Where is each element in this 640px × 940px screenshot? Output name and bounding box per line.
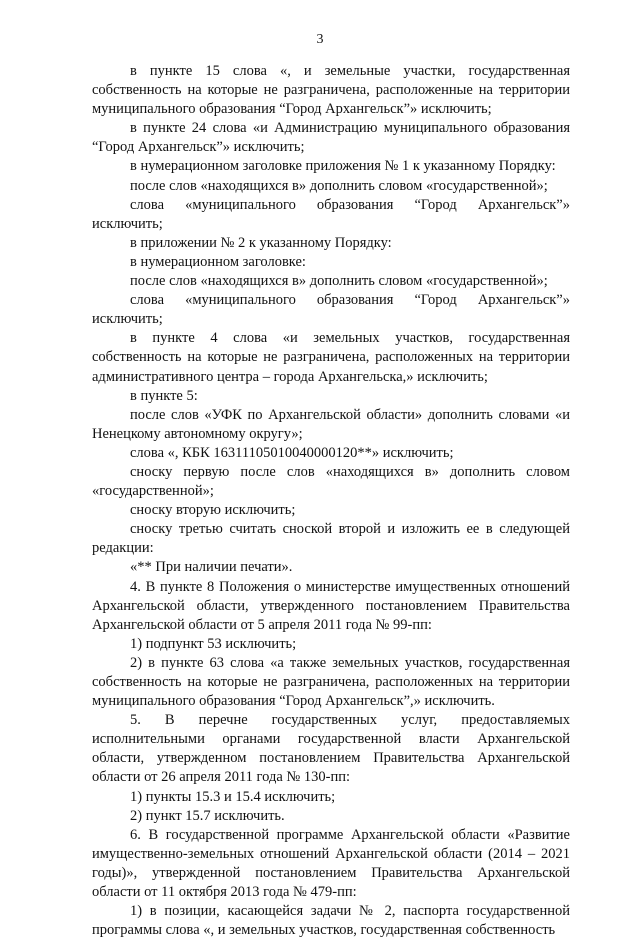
paragraph-14: сноску первую после слов «находящихся в» дополнить словом «государственной»; xyxy=(92,463,570,500)
paragraph-1: в пункте 15 слова «, и земельные участки, государственная собственность на которые не разграничена, расположенные на территории муниципального образования “Город Архангельск”» исключить; xyxy=(92,63,570,118)
paragraph-6: в приложении № 2 к указанному Порядку: xyxy=(130,234,392,251)
paragraph-18: 4. В пункте 8 Положения о министерстве имущественных отношений Архангельской области, утвержденного постановлением Правительства Архангельской области от 5 апреля 2011 года № 99-пп: xyxy=(92,578,570,633)
paragraph-3: в нумерационном заголовке приложения № 1 к указанному Порядку: xyxy=(130,158,556,175)
paragraph-9: слова «муниципального образования “Город Архангельск”» исключить; xyxy=(92,292,570,328)
paragraph-20: 2) в пункте 63 слова «а также земельных участков, государственная собственность на которые не разграничена, расположенных на территории муниципального образования “Город Архангельск”,» исключить. xyxy=(92,654,570,710)
paragraph-24: 6. В государственной программе Архангельской области «Развитие имущественно-земельных отношений Архангельской области (2014 – 2021 годы)», утвержденной постановлением Правительства Архангельской области от 11 октября 2013 года № 479-пп: xyxy=(92,826,570,901)
paragraph-7: в нумерационном заголовке: xyxy=(130,253,306,270)
paragraph-19: 1) подпункт 53 исключить; xyxy=(130,635,297,652)
paragraph-13: слова «, КБК 16311105010040000120**» исключить; xyxy=(130,444,454,461)
paragraph-15: сноску вторую исключить; xyxy=(130,502,296,519)
paragraph-8: после слов «находящихся в» дополнить словом «государственной»; xyxy=(130,273,548,290)
document-body xyxy=(92,62,570,940)
paragraph-4: после слов «находящихся в» дополнить словом «государственной»; xyxy=(130,177,548,194)
page-number: 3 xyxy=(316,32,324,47)
paragraph-10: в пункте 4 слова «и земельных участков, государственная собственность на которые не разграничена, расположенных на территории административного центра – города Архангельска,» исключить; xyxy=(92,330,570,385)
paragraph-21: 5. В перечне государственных услуг, предоставляемых исполнительными органами государственной власти Архангельской области, утвержденном постановлением Правительства Архангельской области от 26 апреля 2011 года № 130-пп: xyxy=(92,712,570,786)
paragraph-22: 1) пункты 15.3 и 15.4 исключить; xyxy=(130,788,336,805)
paragraph-16: сноску третью считать сноской второй и изложить ее в следующей редакции: xyxy=(92,521,570,557)
paragraph-23: 2) пункт 15.7 исключить. xyxy=(130,807,285,824)
paragraph-11: в пункте 5: xyxy=(130,387,198,404)
paragraph-25: 1) в позиции, касающейся задачи № 2, паспорта государственной программы слова «, и земельных участков, государственная собственность xyxy=(92,903,570,939)
paragraph-17: «** При наличии печати». xyxy=(130,559,293,576)
paragraph-2: в пункте 24 слова «и Администрацию муниципального образования “Город Архангельск”» исключить; xyxy=(92,120,570,156)
paragraph-12: после слов «УФК по Архангельской области» дополнить словами «и Ненецкому автономному округу»; xyxy=(92,406,570,442)
paragraph-5: слова «муниципального образования “Город Архангельск”» исключить; xyxy=(92,196,570,232)
